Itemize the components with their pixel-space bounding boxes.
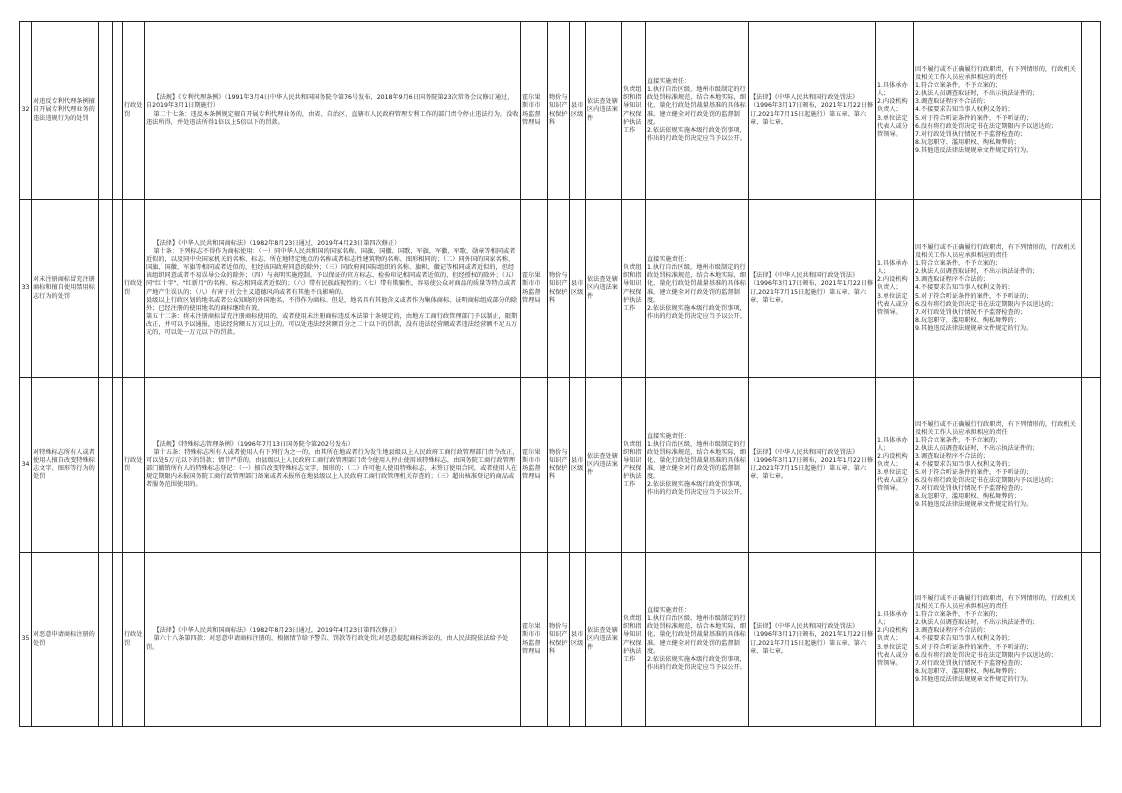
item-subname — [99, 200, 113, 378]
responsible-persons-text: 1.具体承办人； 2.内设机构负责人； 3.单位法定代表人或分管领导。 — [877, 260, 908, 316]
accountability-law-text: 【法律】《中华人民共和国行政处罚法》（1996年3月17日颁布，2021年1月22日修订,2021年7月15日起施行）第五章、第六章、第七章。 — [750, 623, 874, 655]
legal-basis-title: 【法规】《特殊标志管理条例》（1996年7月13日国务院令第202号发布） — [153, 440, 354, 448]
exercise-scope — [586, 22, 622, 200]
responsible-office-text: 物价与知识产权保护科 — [549, 272, 568, 304]
exercise-level — [570, 22, 586, 200]
item-code — [113, 200, 123, 378]
legal-basis-title: 【法律】《中华人民共和国商标法》（1982年8月23日通过，2019年4月23日第四次修正） — [153, 627, 401, 635]
row-number-text: 35 — [21, 635, 30, 643]
power-type — [123, 22, 145, 200]
responsible-persons-text: 1.具体承办人； 2.内设机构负责人； 3.单位法定代表人或分管领导。 — [877, 436, 908, 493]
legal-basis — [145, 22, 521, 200]
remarks — [1082, 22, 1101, 200]
exercise-scope — [586, 200, 622, 378]
implementing-department — [521, 553, 548, 727]
item-subname — [99, 553, 113, 727]
row-number — [20, 200, 32, 378]
responsible-office — [548, 553, 570, 727]
item-name-text: 对恶意申请商标注册的处罚 — [33, 631, 95, 647]
legal-basis — [145, 378, 521, 553]
implementing-department-text: 霍尔果斯市市场监督管理局 — [522, 272, 541, 304]
responsible-office-text: 物价与知识产权保护科 — [549, 94, 568, 126]
responsibility-items-text: 直接实施责任： 1.执行自治区级、地州市级制定的行政处罚标准规范，结合本地实际，细化、量化行政处罚裁量基准的具体标准。建立健全对行政处罚的监督制度。 2.依法依规实施本级行政处罚事项，作出的行政处罚决定应当予以公开。 — [647, 78, 746, 142]
legal-basis — [145, 200, 521, 378]
legal-basis — [145, 553, 521, 727]
implementing-department — [521, 378, 548, 553]
accountability-law-text: 【法律】《中华人民共和国行政处罚法》（1996年3月17日颁布，2021年1月22日修订,2021年7月15日起施行）第五章、第六章、第七章。 — [750, 272, 874, 304]
exercise-scope-text: 依法查处辖区内违法案件 — [587, 627, 618, 651]
legal-basis-body: 第六十八条第四款：对恶意申请商标注册的，根据情节给予警告、罚款等行政处罚;对恶意提起商标诉讼的，由人民法院依法给予处罚。 — [146, 635, 509, 651]
responsible-persons-text: 1.具体承办人； 2.内设机构负责人； 3.单位法定代表人或分管领导。 — [877, 611, 908, 667]
accountability-cases-text: 因不履行或不正确履行行政职责，有下列情形的，行政机关及相关工作人员应承担相应的责任 1.符合立案条件，不予立案的； 2.执法人员调查取证时，不出示执法证件的； 3.调查取证程序不合法的； 4.不接要求告知当事人权利义务的； 5.对于符合听证条件的案件，不予听证的； 6.没有将行政处罚决定书在法定期限内予以送达的； 7.对行政处罚执行情况不予监督检查的； 8.玩忽职守、滥用职权、徇私舞弊的； 9.其他违反法律法规规章文件规定的行为。 — [915, 420, 1076, 509]
row-number-text: 34 — [21, 460, 30, 468]
accountability-cases — [914, 553, 1082, 727]
responsibility-items — [646, 200, 749, 378]
legal-basis-body: 第二十七条：违反本条例规定擅自开展专利代理业务的，由省、自治区、直辖市人民政府管理专利工作的部门责令停止违法行为，没收违法所得，并处违法所得1倍以上5倍以下的罚款。 — [146, 110, 519, 126]
duty-unit — [622, 378, 646, 553]
accountability-cases — [914, 378, 1082, 553]
item-name — [32, 22, 99, 200]
item-code — [113, 22, 123, 200]
item-name — [32, 200, 99, 378]
accountability-cases — [914, 200, 1082, 378]
duty-unit-text: 负责组织和指导知识产权保护执法工作 — [623, 264, 642, 312]
responsible-persons-text: 1.具体承办人； 2.内设机构负责人； 3.单位法定代表人或分管领导。 — [877, 82, 908, 138]
power-list-table — [19, 21, 1101, 727]
duty-unit-text: 负责组织和指导知识产权保护执法工作 — [623, 86, 642, 134]
item-name-text: 对未注册商标冒充注册商标和擅自使用禁用标志行为的处罚 — [33, 276, 95, 300]
accountability-cases — [914, 22, 1082, 200]
exercise-level — [570, 378, 586, 553]
accountability-law — [749, 200, 876, 378]
responsible-office-text: 物价与知识产权保护科 — [549, 448, 568, 481]
duty-unit — [622, 553, 646, 727]
table-row — [20, 200, 1101, 378]
duty-unit — [622, 22, 646, 200]
implementing-department-text: 霍尔果斯市市场监督管理局 — [522, 94, 541, 126]
responsibility-items-text: 直接实施责任： 1.执行自治区级、地州市级制定的行政处罚标准规范，结合本地实际，细化、量化行政处罚裁量基准的具体标准。建立健全对行政处罚的监督制度。 2.依法依规实施本级行政处罚事项，作出的行政处罚决定应当予以公开。 — [647, 256, 746, 320]
table-row — [20, 378, 1101, 553]
responsible-persons — [876, 22, 914, 200]
accountability-law-text: 【法律】《中华人民共和国行政处罚法》（1996年3月17日颁布，2021年1月22日修订,2021年7月15日起施行）第五章、第六章、第七章。 — [750, 94, 874, 126]
exercise-level-text: 县市区级 — [571, 631, 584, 647]
exercise-level-text: 县市区级 — [571, 456, 584, 472]
item-name — [32, 378, 99, 553]
accountability-cases-text: 因不履行或不正确履行行政职责，有下列情形的，行政机关及相关工作人员应承担相应的责任 1.符合立案条件，不予立案的； 2.执法人员调查取证时，不出示执法证件的； 3.调查取证程序不合法的； 4.不接要求告知当事人权利义务的； 5.对于符合听证条件的案件，不予听证的； 6.没有将行政处罚决定书在法定期限内予以送达的； 7.对行政处罚执行情况不予监督检查的； 8.玩忽职守、滥用职权、徇私舞弊的； 9.其他违反法律法规规章文件规定的行为。 — [915, 244, 1076, 332]
exercise-level — [570, 553, 586, 727]
remarks — [1082, 200, 1101, 378]
implementing-department — [521, 200, 548, 378]
responsibility-items-text: 直接实施责任： 1.执行自治区级、地州市级制定的行政处罚标准规范，结合本地实际，细化、量化行政处罚裁量基准的具体标准。建立健全对行政处罚的监督制度。 2.依法依规实施本级行政处罚事项，作出的行政处罚决定应当予以公开。 — [647, 607, 746, 671]
row-number-text: 33 — [21, 284, 30, 292]
legal-basis-body: 第十条：下列标志不得作为商标使用：（一）同中华人民共和国的国家名称、国旗、国徽、国歌、军旗、军徽、军歌、勋章等相同或者近似的，以及同中央国家机关的名称、标志、所在地特定地点的名称或者标志性建筑物的名称、图形相同的；（二）同外国的国家名称、国旗、国徽、军旗等相同或者近似的，但经该国政府同意的除外；（三）同政府间国际组织的名称、旗帜、徽记等相同或者近似的，但经该组织同意或者不易误导公众的除外；（四）与表明实施控制、予以保证的官方标志、检验印记相同或者近似的，但经授权的除外；（五）同"红十字"、"红新月"的名称、标志相同或者近似的；（六）带有民族歧视性的；（七）带有欺骗性，容易使公众对商品的质量等特点或者产地产生误认的；（八）有害于社会主义道德风尚或者有其他不良影响的。 县级以上行政区划的地名或者公众知晓的外国地名，不得作为商标。但是，地名具有其他含义或者作为集体商标、证明商标组成部分的除外；已经注册的使用地名的商标继续有效。 第五十二条：将未注册商标冒充注册商标使用的，或者使用未注册商标违反本法第十条规定的，由地方工商行政管理部门予以制止，限期改正，并可以予以通报，违法经营额五万元以上的，可以处违法经营额百分之二十以下的罚款，没有违法经营额或者违法经营额不足五万元的，可以处一万元以下的罚款。 — [146, 248, 518, 336]
exercise-level — [570, 200, 586, 378]
row-number — [20, 378, 32, 553]
exercise-scope-text: 依法查处辖区内违法案件 — [587, 98, 618, 122]
power-type-text: 行政处罚 — [124, 102, 143, 118]
accountability-law-text: 【法律】《中华人民共和国行政处罚法》（1996年3月17日颁布，2021年1月22日修订,2021年7月15日起施行）第五章、第六章、第七章。 — [750, 448, 874, 481]
item-subname — [99, 22, 113, 200]
remarks — [1082, 553, 1101, 727]
responsible-office — [548, 22, 570, 200]
responsibility-items — [646, 378, 749, 553]
exercise-level-text: 县市区级 — [571, 102, 584, 118]
exercise-scope — [586, 378, 622, 553]
power-type-text: 行政处罚 — [124, 631, 143, 647]
row-number-text: 32 — [21, 106, 30, 114]
power-type-text: 行政处罚 — [124, 280, 143, 296]
responsible-office-text: 物价与知识产权保护科 — [549, 623, 568, 655]
table-row — [20, 22, 1101, 200]
responsible-office — [548, 378, 570, 553]
row-number — [20, 553, 32, 727]
implementing-department — [521, 22, 548, 200]
remarks — [1082, 378, 1101, 553]
power-type-text: 行政处罚 — [124, 456, 143, 472]
power-type — [123, 553, 145, 727]
power-type — [123, 200, 145, 378]
duty-unit-text: 负责组织和指导知识产权保护执法工作 — [623, 615, 642, 663]
responsible-persons — [876, 553, 914, 727]
item-subname — [99, 378, 113, 553]
item-name-text: 对特殊标志所有人或者使用人擅自改变特殊标志文字、图形等行为的处罚 — [33, 448, 95, 481]
accountability-cases-text: 因不履行或不正确履行行政职责，有下列情形的，行政机关及相关工作人员应承担相应的责任 1.符合立案条件，不予立案的； 2.执法人员调查取证时，不出示执法证件的； 3.调查取证程序不合法的； 4.不接要求告知当事人权利义务的； 5.对于符合听证条件的案件，不予听证的； 6.没有将行政处罚决定书在法定期限内予以送达的； 7.对行政处罚执行情况不予监督检查的； 8.玩忽职守、滥用职权、徇私舞弊的； 9.其他违反法律法规规章文件规定的行为。 — [915, 595, 1076, 683]
responsibility-items — [646, 22, 749, 200]
item-code — [113, 553, 123, 727]
responsible-office — [548, 200, 570, 378]
item-code — [113, 378, 123, 553]
duty-unit — [622, 200, 646, 378]
implementing-department-text: 霍尔果斯市市场监督管理局 — [522, 623, 541, 655]
legal-basis-title: 【法律】《中华人民共和国商标法》（1982年8月23日通过，2019年4月23日第四次修正） — [153, 240, 401, 248]
duty-unit-text: 负责组织和指导知识产权保护执法工作 — [623, 440, 642, 489]
item-name — [32, 553, 99, 727]
implementing-department-text: 霍尔果斯市市场监督管理局 — [522, 448, 541, 481]
exercise-level-text: 县市区级 — [571, 280, 584, 296]
accountability-cases-text: 因不履行或不正确履行行政职责，有下列情形的，行政机关及相关工作人员应承担相应的责任 1.符合立案条件，不予立案的； 2.执法人员调查取证时，不出示执法证件的； 3.调查取证程序不合法的； 4.不接要求告知当事人权利义务的； 5.对于符合听证条件的案件，不予听证的； 6.没有将行政处罚决定书在法定期限内予以送达的； 7.对行政处罚执行情况不予监督检查的； 8.玩忽职守、滥用职权、徇私舞弊的； 9.其他违反法律法规规章文件规定的行为。 — [915, 66, 1076, 154]
responsibility-items-text: 直接实施责任： 1.执行自治区级、地州市级制定的行政处罚标准规范，结合本地实际，细化、量化行政处罚裁量基准的具体标准。建立健全对行政处罚的监督制度。 2.依法依规实施本级行政处罚事项，作出的行政处罚决定应当予以公开。 — [647, 432, 746, 497]
exercise-scope — [586, 553, 622, 727]
responsible-persons — [876, 378, 914, 553]
row-number — [20, 22, 32, 200]
power-type — [123, 378, 145, 553]
responsibility-items — [646, 553, 749, 727]
exercise-scope-text: 依法查处辖区内违法案件 — [587, 452, 618, 477]
item-name-text: 对违反专利代理条例擅自开展专利代理业务的违法违规行为的处罚 — [33, 98, 95, 122]
responsible-persons — [876, 200, 914, 378]
accountability-law — [749, 22, 876, 200]
table-row — [20, 553, 1101, 727]
exercise-scope-text: 依法查处辖区内违法案件 — [587, 276, 618, 300]
accountability-law — [749, 553, 876, 727]
legal-basis-title: 【法规】《专利代理条例》（1991年3月4日中华人民共和国国务院令第76号发布，2018年9月6日国务院第23次常务会议修订通过，自2019年3月1日期施行） — [146, 94, 514, 110]
accountability-law — [749, 378, 876, 553]
legal-basis-body: 第十五条：特殊标志所有人或者使用人有下列行为之一的，由其所在地或者行为发生地县级以上人民政府工商行政管理部门责令改正，可以处5万元以下的罚款；情节严重的，由县级以上人民政府工商行政管理部门责令使用人停止使用该特殊标志，由国务院工商行政管理部门撤销所有人的特殊标志登记：（一）擅自改变特殊标志文字、图形的；（二）许可他人使用特殊标志，未签订使用合同，或者使用人在规定期限内未报国务院工商行政管理部门备案或者未报所在地县级以上人民政府工商行政管理机关存查的；（三）超出核准登记的商品或者服务范围使用的。 — [146, 448, 519, 489]
